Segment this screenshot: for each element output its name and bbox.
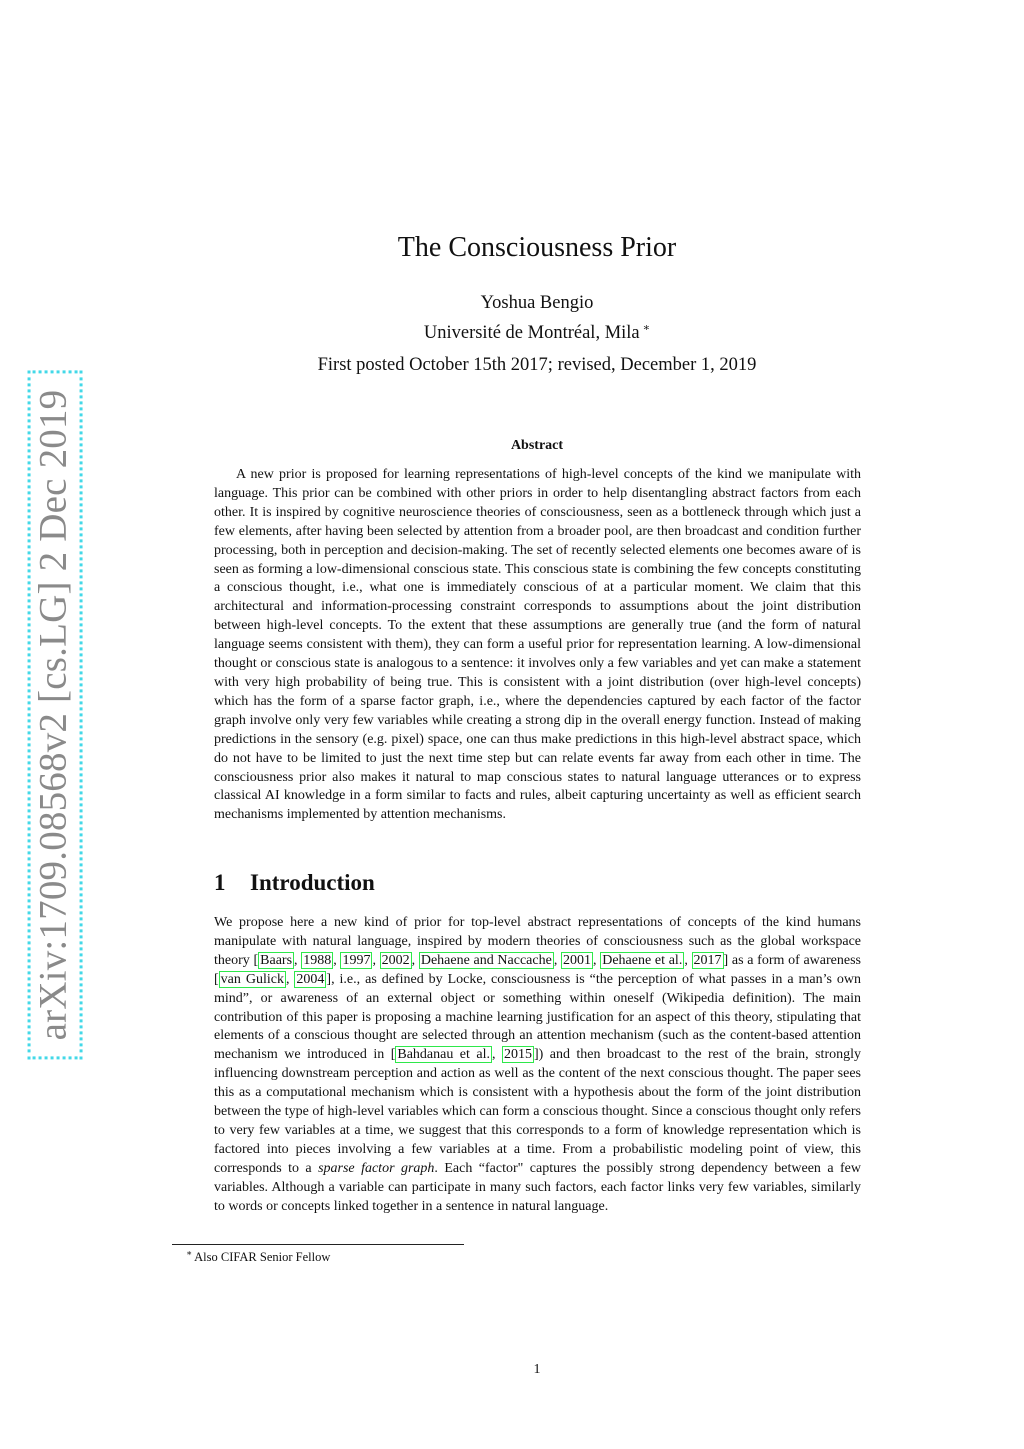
abstract-body: A new prior is proposed for learning representations of high-level concepts of the kind we manipulate with language. This prior can be combined with other priors in order to help disentangling abstract factors from each other. It is inspired by cognitive neuroscience theories of consciousness, seen as a bottleneck through which just a few elements, after having been selected by attention from a broader pool, are then broadcast and condition further processing, both in perception and decision-making. The set of recently selected elements one becomes aware of is seen as forming a low-dimensional conscious state. This conscious state is combining the few concepts constituting a conscious thought, i.e., what one is immediately conscious of at a particular moment. We claim that this architectural and information-processing constraint corresponds to assumptions about the joint distribution between high-level concepts. To the extent that these assumptions are generally true (and the form of natural language seems consistent with them), they can form a useful prior for representation learning. A low-dimensional thought or conscious state is analogous to a sentence: it involves only a few variables and yet can make a statement with very high probability of being true. This is consistent with a joint distribution (over high-level concepts) which has the form of a sparse factor graph, i.e., where the dependencies captured by each factor of the factor graph involve only very few variables while creating a strong dip in the overall energy function. Instead of making predictions in the sensory (e.g. pixel) space, one can thus make predictions in this high-level abstract space, which do not have to be limited to just the next time step but can relate events far away from each other in time. The consciousness prior also makes it natural to map conscious states to natural language utterances or to express classical AI knowledge in a form similar to facts and rules, albeit capturing uncertainty as well as efficient search mechanisms implemented by attention mechanisms. [214, 467, 861, 823]
citation-link-1988[interactable]: 1988 [303, 952, 332, 968]
citation-link-2004[interactable]: 2004 [296, 971, 325, 987]
footnote-divider [172, 1244, 464, 1245]
arxiv-identifier-stamp [20, 389, 90, 1040]
footnote-text: Also CIFAR Senior Fellow [194, 1250, 331, 1264]
arxiv-identifier-text[interactable]: arXiv:1709.08568v2 [cs.LG] 2 Dec 2019 [28, 370, 83, 1059]
citation-link-2002[interactable]: 2002 [381, 952, 410, 968]
citation-link-van-gulick[interactable]: van Gulick [220, 971, 284, 987]
intro-text: , [411, 952, 419, 968]
intro-text: , [333, 952, 341, 968]
affiliation-footnote-mark[interactable]: ∗ [642, 322, 651, 334]
citation-link-dehaene-naccache[interactable]: Dehaene and Naccache [420, 952, 552, 968]
section-heading-introduction [214, 870, 375, 896]
citation-link-2015[interactable]: 2015 [503, 1047, 532, 1063]
page-number: 1 [533, 1362, 541, 1377]
intro-text: We propose here a new kind of prior for top-level abstract representations of concepts of the kind humans manipulate with natural language, inspired by modern theories of consciousness such as the global workspace theory [ [214, 915, 861, 968]
affiliation-text: Université de Montréal, Mila [423, 323, 640, 343]
intro-text: , [294, 952, 302, 968]
intro-text: , [593, 952, 601, 968]
emphasis-sparse-factor-graph: sparse factor graph [318, 1160, 435, 1176]
intro-text: ] as a form of awareness [ [214, 952, 861, 987]
intro-text: , [285, 971, 295, 987]
abstract-heading: Abstract [510, 438, 564, 453]
footnote [186, 1248, 330, 1265]
intro-text: , [553, 952, 562, 968]
section-title: Introduction [250, 870, 375, 895]
author-block [0, 291, 1024, 346]
intro-text: , [684, 952, 692, 968]
section-number: 1 [214, 870, 226, 895]
posting-dateline: First posted October 15th 2017; revised, December 1, 2019 [317, 355, 757, 375]
citation-link-1997[interactable]: 1997 [342, 952, 371, 968]
intro-text: , [372, 952, 380, 968]
intro-text: , [491, 1047, 502, 1063]
introduction-paragraph [214, 914, 861, 1217]
intro-text: ]) and then broadcast to the rest of the brain, strongly influencing downstream perception and action as well as the content of the next conscious thought. The paper sees this as a computational mechanism which is consistent with a hypothesis about the form of the joint distribution between the type of high-level variables which can form a conscious thought. Since a conscious thought only refers to very few variables at a time, we suggest that this corresponds to a form of knowledge representation which is factored into pieces involving a few variables at a time. From a probabilistic modeling point of view, this corresponds to a [214, 1047, 861, 1176]
citation-link-bahdanau[interactable]: Bahdanau et al. [397, 1047, 490, 1063]
citation-link-2001[interactable]: 2001 [563, 952, 592, 968]
intro-text: ], i.e., as defined by Locke, consciousness is “the perception of what passes in a man’s own mind”, or awareness of an external object or something within oneself (Wikipedia definition). The main contribution of this paper is proposing a machine learning justification for an aspect of this theory, stipulating that elements of a conscious thought are selected through an attention mechanism (such as the content-based attention mechanism we introduced in [ [214, 971, 861, 1063]
citation-link-dehaene-et-al[interactable]: Dehaene et al. [602, 952, 683, 968]
author-name: Yoshua Bengio [480, 293, 594, 313]
intro-text: . Each “factor" captures the possibly strong dependency between a few variables. Although a variable can participate in many such factors, each factor links very few variables, similarly to words or concepts linked together in a sentence in natural language. [214, 1160, 861, 1214]
author-affiliation [0, 316, 1024, 346]
citation-link-baars[interactable]: Baars [260, 952, 293, 968]
citation-link-2017[interactable]: 2017 [693, 952, 722, 968]
paper-title: The Consciousness Prior [397, 232, 677, 263]
footnote-mark: ∗ [186, 1248, 193, 1258]
